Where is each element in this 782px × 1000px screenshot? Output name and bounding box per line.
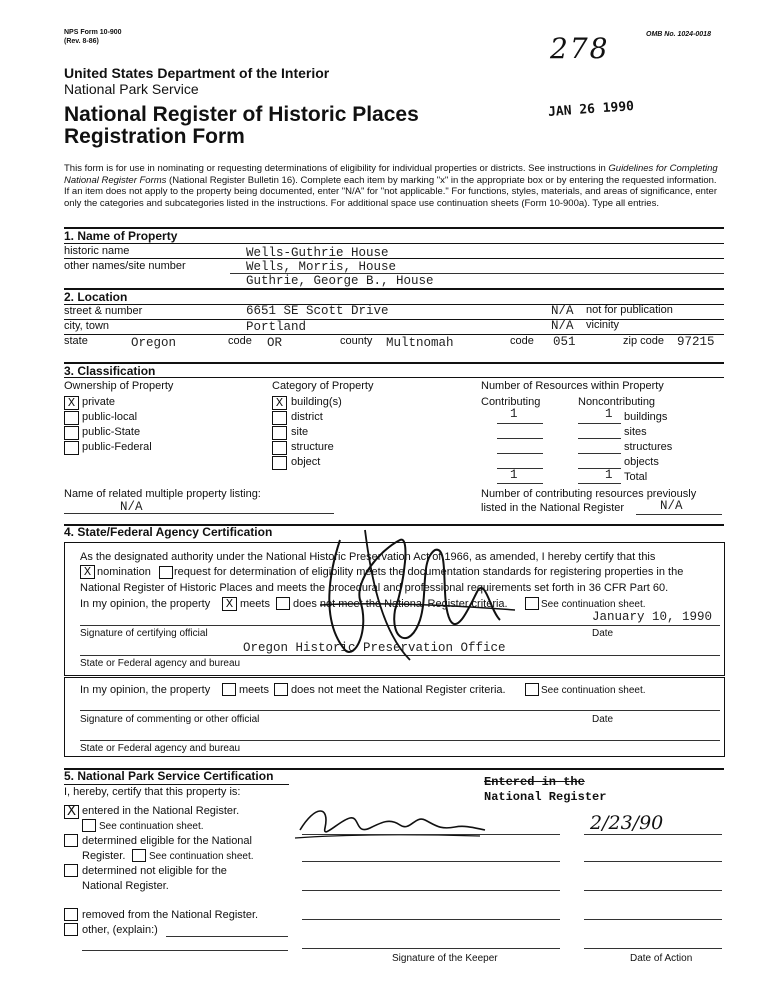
continuation-label-5a: See continuation sheet. — [99, 821, 204, 832]
resources-sites-label: sites — [624, 426, 647, 438]
multiple-listing-value: N/A — [120, 500, 143, 514]
cert-line3: National Register of Historic Places and meets the procedural and professional requirements set forth in 36 CFR Part 60. — [80, 582, 669, 594]
handwritten-number: 278 — [550, 32, 610, 65]
other-names-label: other names/site number — [64, 260, 186, 272]
stamp-national-register: National Register — [484, 790, 607, 804]
ownership-public-state-checkbox[interactable] — [64, 426, 79, 440]
continuation-checkbox-5b[interactable] — [132, 849, 146, 862]
opinion-label: In my opinion, the property — [80, 598, 211, 610]
previously-listed-label-2: listed in the National Register — [481, 502, 625, 514]
cert-line1: As the designated authority under the National Historic Preservation Act of 1966, as amended, I hereby certify that this — [80, 551, 656, 563]
not-for-publication-label: not for publication — [586, 304, 673, 316]
state-code: OR — [267, 336, 283, 350]
state-code-label: code — [228, 335, 252, 347]
date-of-action-label: Date of Action — [630, 953, 693, 964]
request-checkbox[interactable] — [159, 566, 173, 579]
form-title-line1: National Register of Historic Places — [64, 103, 419, 126]
date-label-4b: Date — [592, 714, 614, 725]
entered-checkbox[interactable]: X — [64, 805, 79, 819]
section4-heading: 4. State/Federal Agency Certification — [64, 525, 273, 539]
resources-buildings-label: buildings — [624, 411, 668, 423]
action-date: 2/23/90 — [590, 812, 664, 834]
category-district-checkbox[interactable] — [272, 411, 287, 425]
state-value: Oregon — [131, 336, 177, 350]
eligible-label: determined eligible for the National — [82, 835, 252, 847]
department: United States Department of the Interior — [64, 65, 330, 81]
continuation-label-4b: See continuation sheet. — [541, 685, 646, 696]
meets-label: meets — [240, 598, 270, 610]
na-vicinity: N/A — [551, 319, 574, 333]
date-label-4: Date — [592, 628, 614, 639]
zip-value: 97215 — [677, 335, 715, 349]
county-value: Multnomah — [386, 336, 454, 350]
ownership-heading: Ownership of Property — [64, 380, 174, 392]
removed-checkbox[interactable] — [64, 908, 78, 921]
not-eligible-label: determined not eligible for the — [82, 865, 227, 877]
agency-value: Oregon Historic Preservation Office — [243, 641, 506, 655]
category-buildings-label: building(s) — [291, 396, 342, 408]
category-object-checkbox[interactable] — [272, 456, 287, 470]
keeper-signature — [290, 800, 490, 845]
does-not-meet-checkbox[interactable] — [276, 597, 290, 610]
resources-structures-label: structures — [624, 441, 673, 453]
revision: (Rev. 8-86) — [64, 38, 99, 45]
commenting-signature-label: Signature of commenting or other official — [80, 714, 260, 725]
nomination-checkbox[interactable]: X — [80, 565, 95, 579]
category-structure-label: structure — [291, 441, 334, 453]
previously-listed-value: N/A — [660, 499, 683, 513]
historic-name-label: historic name — [64, 245, 130, 257]
resources-total-label: Total — [624, 471, 648, 483]
contributing-buildings: 1 — [510, 407, 518, 421]
certify-text: I, hereby, certify that this property is: — [64, 786, 241, 798]
date-stamp: JAN 26 1990 — [547, 99, 635, 120]
opinion2-meets-checkbox[interactable] — [222, 683, 236, 696]
section1-heading: 1. Name of Property — [64, 229, 178, 243]
stamp-struck-line: Entered in the — [484, 775, 585, 789]
category-site-label: site — [291, 426, 309, 438]
eligible-label-2: Register. — [82, 850, 126, 862]
ownership-public-state-label: public-State — [82, 426, 141, 438]
multiple-listing-label: Name of related multiple property listing: — [64, 488, 261, 500]
street-value: 6651 SE Scott Drive — [246, 304, 389, 318]
opinion2-does-not-meet-label: does not meet the National Register criteria. — [291, 684, 506, 696]
category-object-label: object — [291, 456, 321, 468]
category-heading: Category of Property — [272, 380, 374, 392]
category-buildings-checkbox[interactable]: X — [272, 396, 287, 410]
certifying-signature — [300, 510, 520, 670]
ownership-public-local-label: public-local — [82, 411, 138, 423]
does-not-meet-label: does not meet the National Register criteria. — [293, 598, 508, 610]
resources-heading: Number of Resources within Property — [481, 380, 664, 392]
continuation-checkbox-5a[interactable] — [82, 819, 96, 832]
section2-heading: 2. Location — [64, 290, 128, 304]
eligible-checkbox[interactable] — [64, 834, 78, 847]
noncontributing-heading: Noncontributing — [578, 396, 656, 408]
other-name-2: Guthrie, George B., House — [246, 274, 434, 288]
county-code-label: code — [510, 335, 534, 347]
meets-checkbox[interactable]: X — [222, 597, 237, 611]
service: National Park Service — [64, 81, 199, 97]
signature-certifying-label: Signature of certifying official — [80, 628, 208, 639]
zip-label: zip code — [623, 335, 664, 347]
continuation-label-4: See continuation sheet. — [541, 599, 646, 610]
category-site-checkbox[interactable] — [272, 426, 287, 440]
previously-listed-label-1: Number of contributing resources previously — [481, 488, 697, 500]
na-publication: N/A — [551, 304, 574, 318]
not-eligible-checkbox[interactable] — [64, 864, 78, 877]
agency-label: State or Federal agency and bureau — [80, 658, 241, 669]
keeper-signature-label: Signature of the Keeper — [392, 953, 498, 964]
other-label: other, (explain:) — [82, 924, 158, 936]
ownership-public-local-checkbox[interactable] — [64, 411, 79, 425]
form-title-line2: Registration Form — [64, 125, 245, 148]
ownership-public-federal-label: public-Federal — [82, 441, 152, 453]
city-label: city, town — [64, 320, 110, 332]
cert-date: January 10, 1990 — [592, 610, 713, 624]
section3-heading: 3. Classification — [64, 364, 156, 378]
section5-heading: 5. National Park Service Certification — [64, 769, 274, 783]
opinion2-label: In my opinion, the property — [80, 684, 211, 696]
contributing-heading: Contributing — [481, 396, 541, 408]
cert-line2: request for determination of eligibility meets the documentation standards for registering properties in the — [174, 566, 684, 578]
continuation-label-5b: See continuation sheet. — [149, 851, 254, 862]
opinion2-does-not-meet-checkbox[interactable] — [274, 683, 288, 696]
other-checkbox[interactable] — [64, 923, 78, 936]
historic-name: Wells-Guthrie House — [246, 246, 389, 260]
ownership-public-federal-checkbox[interactable] — [64, 441, 79, 455]
state-label: state — [64, 335, 88, 347]
continuation-checkbox-4[interactable] — [525, 597, 539, 610]
contributing-total: 1 — [510, 468, 518, 482]
noncontributing-buildings: 1 — [605, 407, 613, 421]
entered-label: entered in the National Register. — [82, 805, 240, 817]
opinion2-meets-label: meets — [239, 684, 269, 696]
county-code: 051 — [553, 335, 576, 349]
resources-objects-label: objects — [624, 456, 659, 468]
ownership-private-label: private — [82, 396, 116, 408]
noncontributing-total: 1 — [605, 468, 613, 482]
city-value: Portland — [246, 320, 307, 334]
agency-label-2: State or Federal agency and bureau — [80, 743, 241, 754]
ownership-private-checkbox[interactable]: X — [64, 396, 79, 410]
category-district-label: district — [291, 411, 323, 423]
other-name-1: Wells, Morris, House — [246, 260, 397, 274]
county-label: county — [340, 335, 373, 347]
removed-label: removed from the National Register. — [82, 909, 259, 921]
form-number: NPS Form 10-900 — [64, 29, 122, 36]
category-structure-checkbox[interactable] — [272, 441, 287, 455]
street-label: street & number — [64, 305, 143, 317]
not-eligible-label-2: National Register. — [82, 880, 169, 892]
continuation-checkbox-4b[interactable] — [525, 683, 539, 696]
omb-number: OMB No. 1024-0018 — [646, 31, 711, 38]
nomination-label: nomination — [97, 566, 151, 578]
instructions: This form is for use in nominating or requesting determinations of eligibility for individual properties or districts. See instructions in Guidelines for Completing National Register Forms (National Register Bulletin 16). Complete each item by marking "x" in the appropriate box or by entering the requested information. If an item does not apply to the property being documented, enter "N/A" for "not applicable." For functions, styles, materials, and areas of significance, enter only the categories and subcategories listed in the instructions. For additional space use continuation sheets (Form 10-900a). Type all entries. — [64, 163, 718, 209]
vicinity-label: vicinity — [586, 319, 620, 331]
